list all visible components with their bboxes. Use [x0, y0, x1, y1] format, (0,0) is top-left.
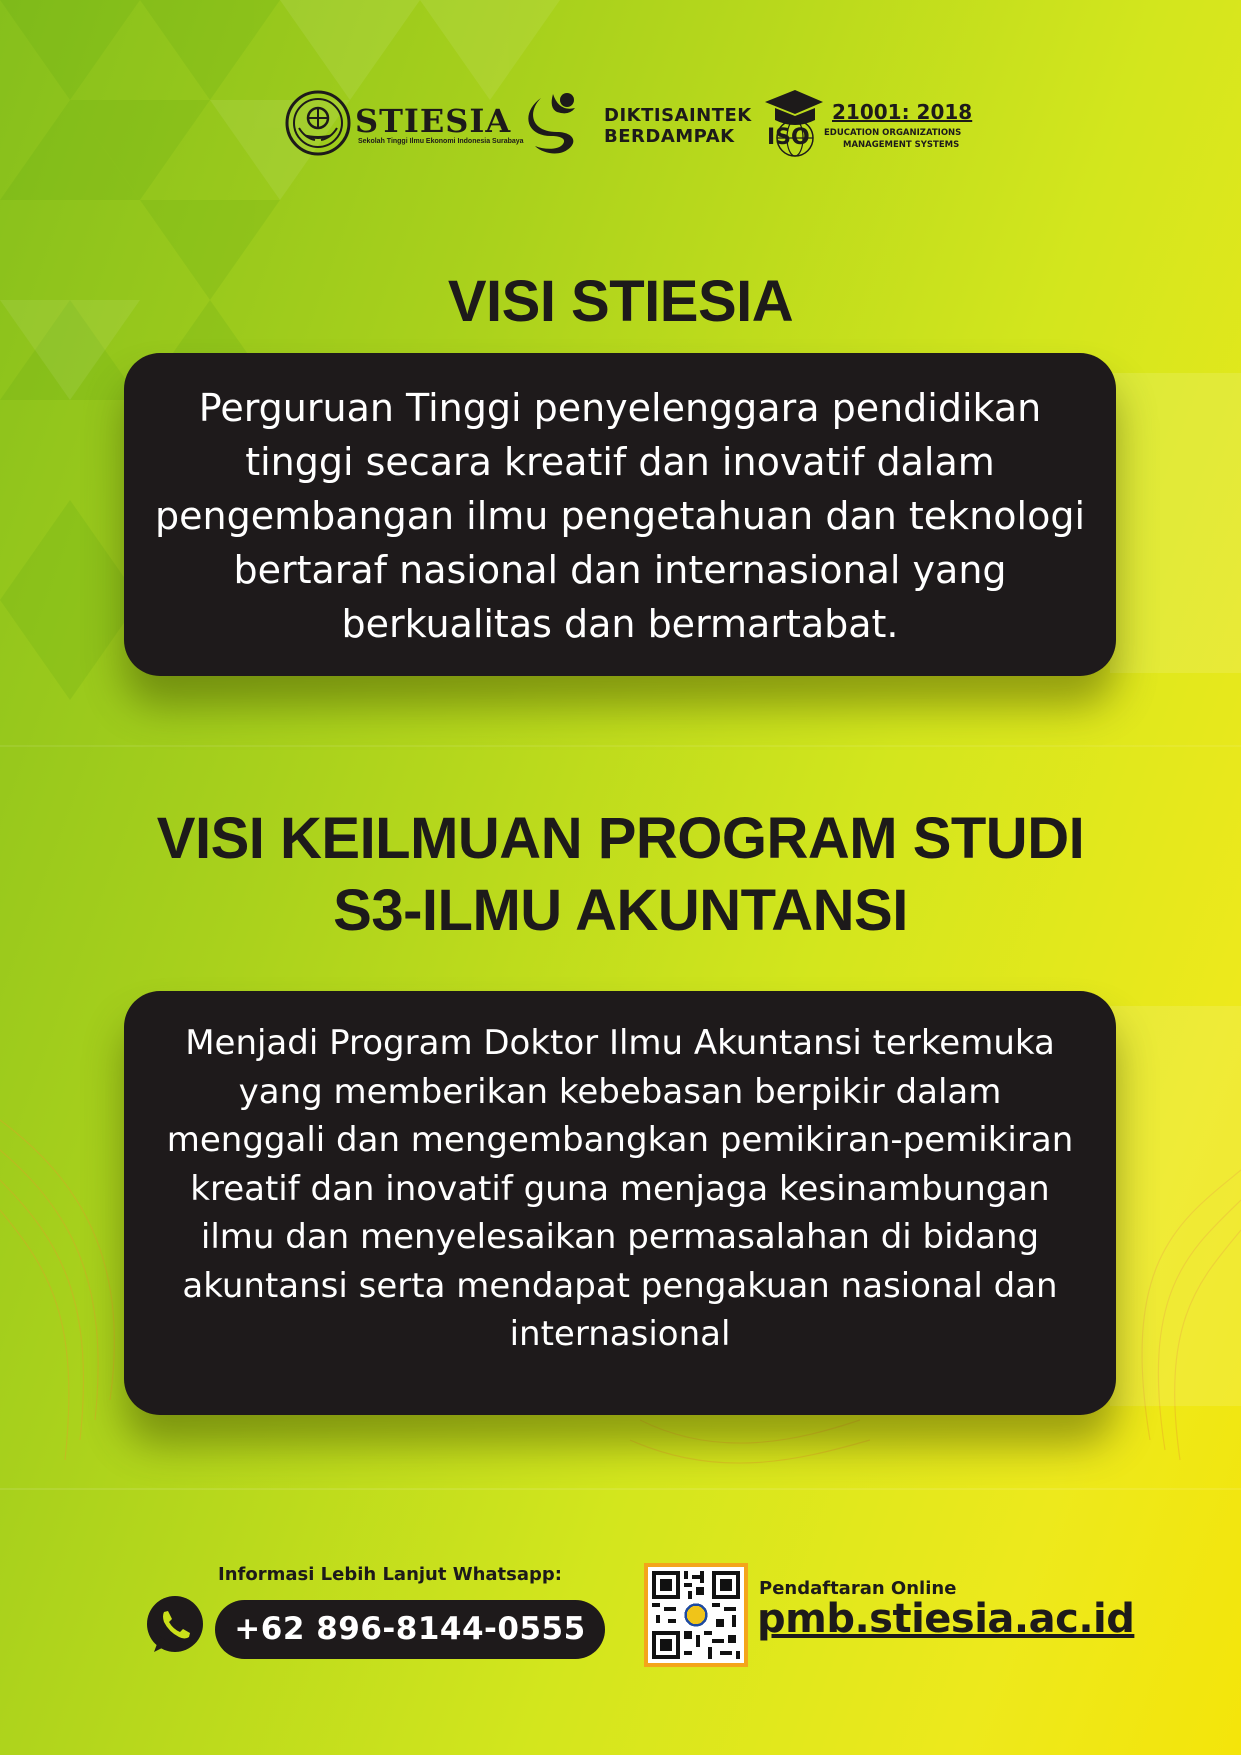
iso-subtitle-2: MANAGEMENT SYSTEMS	[843, 140, 960, 150]
iso-logo	[761, 86, 971, 160]
card-glow	[1110, 373, 1241, 673]
graduation-cap-icon	[761, 86, 827, 160]
qr-code-pattern	[648, 1567, 744, 1663]
diktisaintek-emblem-icon	[523, 86, 593, 160]
header-logos	[283, 86, 973, 160]
qr-code[interactable]	[644, 1563, 748, 1667]
iso-subtitle-1: EDUCATION ORGANIZATIONS	[824, 128, 962, 138]
card-glow	[1110, 1006, 1241, 1406]
iso-mark-text: ISO	[767, 125, 810, 150]
stiesia-logo-subtitle: Sekolah Tinggi Ilmu Ekonomi Indonesia Surabaya	[358, 138, 524, 145]
diktisaintek-line-2: BERDAMPAK	[604, 126, 735, 147]
whatsapp-icon[interactable]	[144, 1594, 206, 1656]
whatsapp-label: Informasi Lebih Lanjut Whatsapp:	[218, 1564, 562, 1585]
visi-card	[124, 353, 1116, 676]
stiesia-logo	[283, 86, 524, 160]
visi-keilmuan-heading-line-1: VISI KEILMUAN PROGRAM STUDI	[156, 806, 1085, 871]
visi-heading: VISI STIESIA	[447, 269, 794, 334]
stiesia-logo-text: STIESIA	[355, 102, 512, 140]
diktisaintek-logo	[523, 86, 752, 160]
visi-keilmuan-heading	[0, 803, 1241, 947]
visi-keilmuan-text: Menjadi Program Doktor Ilmu Akuntansi terkemuka yang memberikan kebebasan berpikir dalam menggali dan mengembangkan pemikiran-pemikiran kreatif dan inovatif guna menjaga kesinambungan ilmu dan menyelesaikan permasalahan di bidang akuntansi serta mendapat pengakuan nasional dan internasional	[166, 1023, 1074, 1354]
registration-link[interactable]: pmb.stiesia.ac.id	[757, 1596, 1135, 1642]
visi-keilmuan-card	[124, 991, 1116, 1415]
visi-keilmuan-heading-line-2: S3-ILMU AKUNTANSI	[333, 878, 908, 943]
iso-code: 21001: 2018	[832, 100, 973, 124]
diktisaintek-line-1: DIKTISAINTEK	[604, 105, 752, 126]
registration-label: Pendaftaran Online	[759, 1578, 957, 1599]
whatsapp-number-button[interactable]: +62 896-8144-0555	[215, 1600, 605, 1659]
visi-text: Perguruan Tinggi penyelenggara pendidikan tinggi secara kreatif dan inovatif dalam pengembangan ilmu pengetahuan dan teknologi bertaraf nasional dan internasional yang berkualitas dan bermartabat.	[154, 386, 1086, 646]
stiesia-emblem-icon	[285, 90, 351, 156]
